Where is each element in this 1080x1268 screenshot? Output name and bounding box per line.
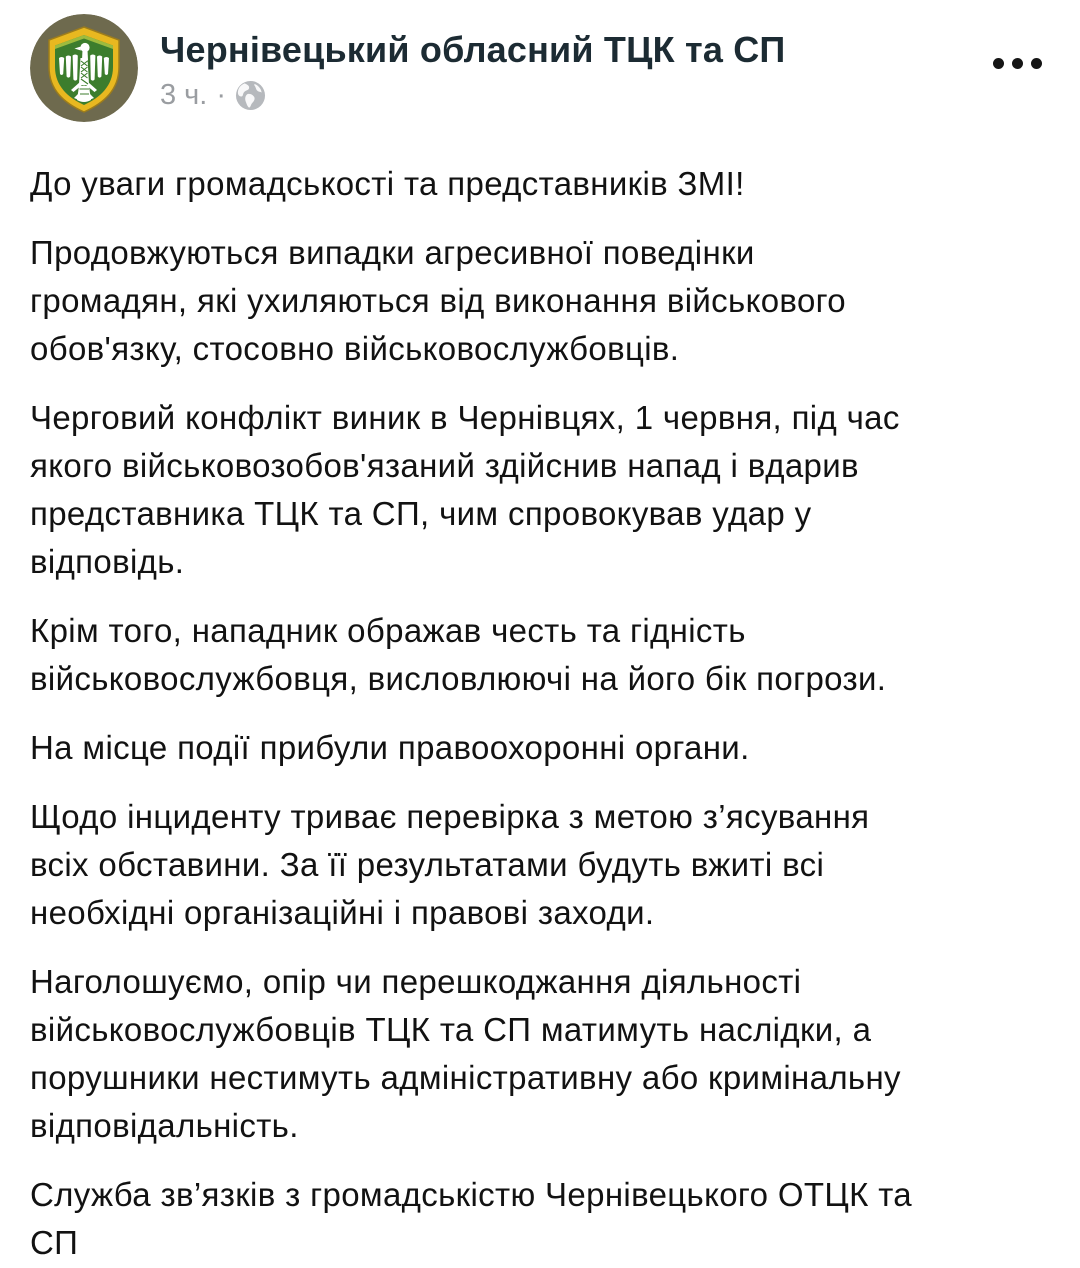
three-dots-icon [1031,58,1042,69]
post-paragraph [30,958,1050,1150]
post-text-line: Наголошуємо, опір чи перешкоджання діяльності [30,963,802,1000]
post-text-line: військовослужбовців ТЦК та СП матимуть наслідки, а [30,1011,872,1048]
post-paragraph [30,793,1050,937]
post-text-line: обов'язку, стосовно військовослужбовців. [30,330,680,367]
eagle-shield-emblem-icon [30,14,138,122]
page-name-link[interactable]: Чернівецький обласний ТЦК та СП [160,29,786,70]
post-text-line: порушники нестимуть адміністративну або кримінальну [30,1059,901,1096]
header-info [160,14,786,112]
page-avatar[interactable] [30,14,138,122]
post-paragraph [30,394,1050,586]
post-text-line: необхідні організаційні і правові заходи. [30,894,655,931]
post-header [0,0,1080,122]
post-text-line: Крім того, нападник ображав честь та гідність [30,612,746,649]
meta-separator: · [216,79,227,111]
post-paragraph [30,1171,1050,1267]
post-text [0,160,1080,1267]
post-text-line: До уваги громадськості та представників ЗМІ! [30,165,745,202]
post-text-line: Продовжуються випадки агресивної поведінки [30,234,755,271]
post-text-line: Щодо інциденту триває перевірка з метою з’ясування [30,798,870,835]
more-options-button[interactable] [985,50,1050,77]
post-text-line: Черговий конфлікт виник в Чернівцях, 1 червня, під час [30,399,900,436]
post-paragraph [30,160,1050,208]
post-text-line: На місце події прибули правоохоронні органи. [30,729,750,766]
post-text-line: Служба зв’язків з громадськістю Чернівецького ОТЦК та [30,1176,912,1213]
post-text-line: СП [30,1224,79,1261]
post-text-line: якого військовозобов'язаний здійснив напад і вдарив [30,447,859,484]
post-paragraph [30,229,1050,373]
post-text-line: військовослужбовця, висловлюючі на його бік погрози. [30,660,887,697]
timestamp-link[interactable]: 3 ч. [160,79,208,111]
post-paragraph [30,724,1050,772]
post-meta [160,78,786,112]
post-text-line: всіх обставини. За її результатами будуть вжиті всі [30,846,825,883]
three-dots-icon [993,58,1004,69]
globe-public-icon [235,80,266,111]
three-dots-icon [1012,58,1023,69]
post-paragraph [30,607,1050,703]
post-text-line: громадян, які ухиляються від виконання військового [30,282,847,319]
post-text-line: відповідальність. [30,1107,299,1144]
post-text-line: представника ТЦК та СП, чим спровокував удар у [30,495,812,532]
post-text-line: відповідь. [30,543,185,580]
